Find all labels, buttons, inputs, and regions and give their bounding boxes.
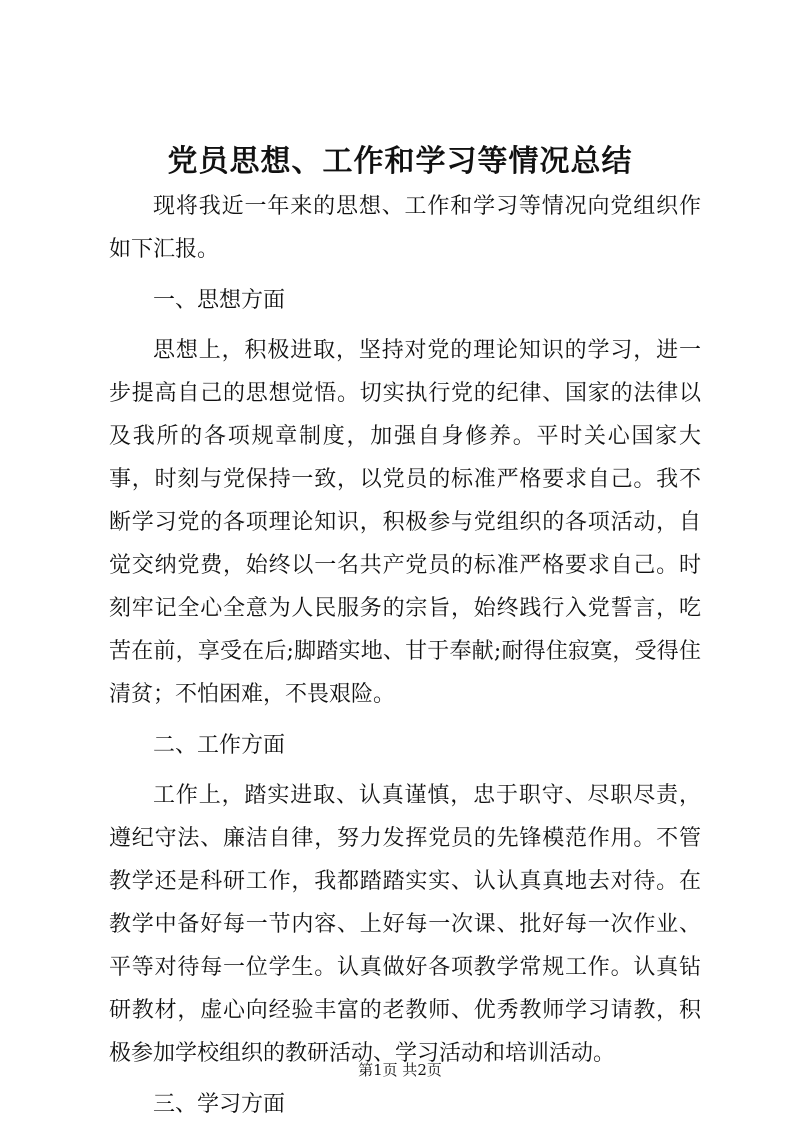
document-title: 党员思想、工作和学习等情况总结 [167,144,633,179]
section-heading-work: 二、工作方面 [153,733,286,758]
document-body [109,185,701,1133]
page-footer: 第1页 共2页 [358,1061,442,1079]
intro-paragraph: 现将我近一年来的思想、工作和学习等情况向党组织作如下汇报。 [109,194,701,262]
work-paragraph: 工作上，踏实进取、认真谨慎，忠于职守、尽职尽责，遵纪守法、廉洁自律，努力发挥党员的先锋模范作用。不管教学还是科研工作，我都踏踏实实、认认真真地去对待。在教学中备好每一节内容、上好每一次课、批好每一次作业、平等对待每一位学生。认真做好各项教学常规工作。认真钻研教材，虚心向经验丰富的老教师、优秀教师学习请教，积极参加学校组织的教研活动、学习活动和培训活动。 [109,783,701,1066]
thought-paragraph: 思想上，积极进取，坚持对党的理论知识的学习，进一步提高自己的思想觉悟。切实执行党的纪律、国家的法律以及我所的各项规章制度，加强自身修养。平时关心国家大事，时刻与党保持一致，以党员的标准严格要求自己。我不断学习党的各项理论知识，积极参与党组织的各项活动，自觉交纳党费，始终以一名共产党员的标准严格要求自己。时刻牢记全心全意为人民服务的宗旨，始终践行入党誓言，吃苦在前，享受在后;脚踏实地、甘于奉献;耐得住寂寞，受得住清贫；不怕困难，不畏艰险。 [109,338,701,707]
section-heading-thought: 一、思想方面 [153,288,286,313]
section-heading-study: 三、学习方面 [153,1092,286,1117]
